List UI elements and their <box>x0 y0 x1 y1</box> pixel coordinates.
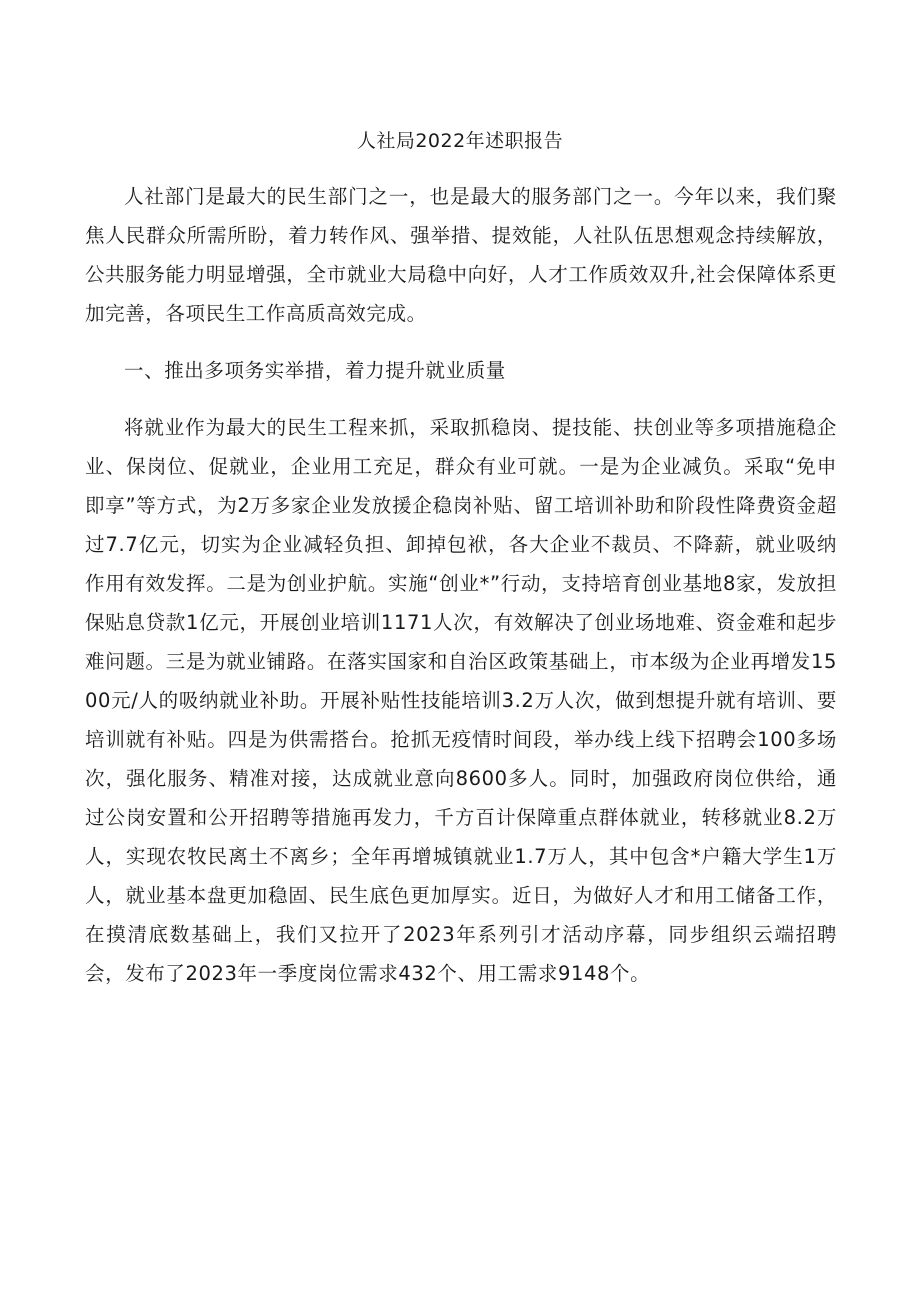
document-body <box>85 177 837 993</box>
intro-paragraph: 人社部门是最大的民生部门之一，也是最大的服务部门之一。今年以来，我们聚焦人民群众所需所盼，着力转作风、强举措、提效能，人社队伍思想观念持续解放，公共服务能力明显增强，全市就业大局稳中向好，人才工作质效双升,社会保障体系更加完善，各项民生工作高质高效完成。 <box>85 185 837 325</box>
section-1-heading: 一、推出多项务实举措，着力提升就业质量 <box>124 359 506 382</box>
document-title: 人社局2022年述职报告 <box>356 130 564 152</box>
section-1-paragraph: 将就业作为最大的民生工程来抓，采取抓稳岗、提技能、扶创业等多项措施稳企业、保岗位、促就业，企业用工充足，群众有业可就。一是为企业减负。采取“免申即享”等方式，为2万多家企业发放援企稳岗补贴、留工培训补助和阶段性降费资金超过7.7亿元，切实为企业减轻负担、卸掉包袱，各大企业不裁员、不降薪，就业吸纳作用有效发挥。二是为创业护航。实施“创业*”行动，支持培育创业基地8家，发放担保贴息贷款1亿元，开展创业培训1171人次，有效解决了创业场地难、资金难和起步难问题。三是为就业铺路。在落实国家和自治区政策基础上，市本级为企业再增发1500元/人的吸纳就业补助。开展补贴性技能培训3.2万人次，做到想提升就有培训、要培训就有补贴。四是为供需搭台。抢抓无疫情时间段，举办线上线下招聘会100多场次，强化服务、精准对接，达成就业意向8600多人。同时，加强政府岗位供给，通过公岗安置和公开招聘等措施再发力，千方百计保障重点群体就业，转移就业8.2万人，实现农牧民离土不离乡；全年再增城镇就业1.7万人，其中包含*户籍大学生1万人，就业基本盘更加稳固、民生底色更加厚实。近日，为做好人才和用工储备工作，在摸清底数基础上，我们又拉开了2023年系列引才活动序幕，同步组织云端招聘会，发布了2023年一季度岗位需求432个、用工需求9148个。 <box>85 416 837 985</box>
